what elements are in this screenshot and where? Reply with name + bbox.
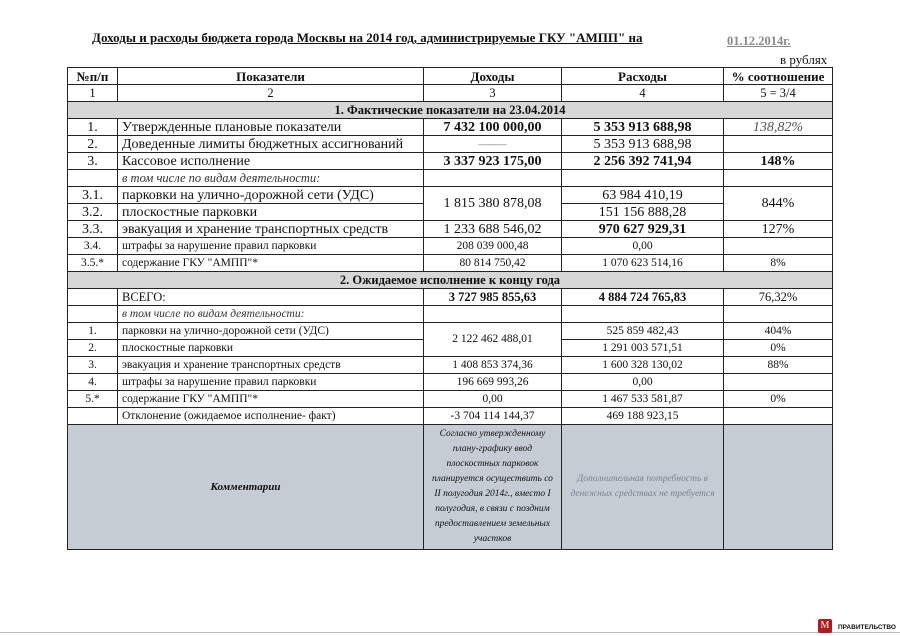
row-expenses bbox=[562, 306, 724, 323]
row-num bbox=[68, 408, 118, 425]
row-num: 4. bbox=[68, 374, 118, 391]
section-header bbox=[68, 272, 833, 289]
row-num: 3.2. bbox=[68, 204, 118, 221]
row-ratio: 127% bbox=[724, 221, 833, 238]
row-ratio bbox=[724, 238, 833, 255]
row-name: эвакуация и хранение транспортных средств bbox=[118, 221, 424, 238]
row-ratio: 0% bbox=[724, 391, 833, 408]
row-ratio: 0% bbox=[724, 340, 833, 357]
units-label: в рублях bbox=[780, 52, 828, 67]
row-name: содержание ГКУ "АМПП"* bbox=[118, 255, 424, 272]
row-income bbox=[424, 170, 562, 187]
row-ratio bbox=[724, 136, 833, 153]
row-name: штрафы за нарушение правил парковки bbox=[118, 374, 424, 391]
comments-label: Комментарии bbox=[68, 425, 424, 550]
row-expenses: 4 884 724 765,83 bbox=[562, 289, 724, 306]
table-row bbox=[68, 221, 833, 238]
row-num bbox=[68, 170, 118, 187]
row-name: Кассовое исполнение bbox=[118, 153, 424, 170]
row-income bbox=[424, 306, 562, 323]
row-num: 1. bbox=[68, 323, 118, 340]
row-name: Утвержденные плановые показатели bbox=[118, 119, 424, 136]
report-date: 01.12.2014г. bbox=[727, 34, 791, 48]
row-num: 3.1. bbox=[68, 187, 118, 204]
table-row bbox=[68, 136, 833, 153]
col-header-expenses: Расходы bbox=[562, 68, 724, 85]
row-expenses: 2 256 392 741,94 bbox=[562, 153, 724, 170]
col-header-indicator: Показатели bbox=[118, 68, 424, 85]
col-header-ratio: % соотношение bbox=[724, 68, 833, 85]
row-ratio: 76,32% bbox=[724, 289, 833, 306]
column-number-row bbox=[68, 85, 833, 102]
row-name: штрафы за нарушение правил парковки bbox=[118, 238, 424, 255]
row-name: в том числе по видам деятельности: bbox=[118, 306, 424, 323]
table-header-row bbox=[68, 68, 833, 85]
table-row bbox=[68, 306, 833, 323]
row-expenses: 1 070 623 514,16 bbox=[562, 255, 724, 272]
row-ratio: 148% bbox=[724, 153, 833, 170]
row-name: Доведенные лимиты бюджетных ассигнований bbox=[118, 136, 424, 153]
row-ratio bbox=[724, 170, 833, 187]
row-expenses: 5 353 913 688,98 bbox=[562, 119, 724, 136]
section2-title: 2. Ожидаемое исполнение к концу года bbox=[68, 272, 833, 289]
row-expenses: 0,00 bbox=[562, 238, 724, 255]
row-income: 3 727 985 855,63 bbox=[424, 289, 562, 306]
column-number: 3 bbox=[424, 85, 562, 102]
column-number: 2 bbox=[118, 85, 424, 102]
row-expenses: 1 291 003 571,51 bbox=[562, 340, 724, 357]
table-row bbox=[68, 357, 833, 374]
row-ratio: 138,82% bbox=[724, 119, 833, 136]
expenses-comment: Дополнительная потребность в денежных средствах не требуется bbox=[562, 425, 724, 550]
row-ratio bbox=[724, 408, 833, 425]
row-expenses: 469 188 923,15 bbox=[562, 408, 724, 425]
comments-row bbox=[68, 425, 833, 550]
row-num: 3. bbox=[68, 357, 118, 374]
row-ratio: 404% bbox=[724, 323, 833, 340]
row-name: содержание ГКУ "АМПП"* bbox=[118, 391, 424, 408]
col-header-num: №п/п bbox=[68, 68, 118, 85]
row-num: 2. bbox=[68, 340, 118, 357]
row-income: 0,00 bbox=[424, 391, 562, 408]
section1-title: 1. Фактические показатели на 23.04.2014 bbox=[68, 102, 833, 119]
row-income: -3 704 114 144,37 bbox=[424, 408, 562, 425]
table-row bbox=[68, 170, 833, 187]
government-label: ПРАВИТЕЛЬСТВО bbox=[838, 624, 896, 631]
row-expenses: 151 156 888,28 bbox=[562, 204, 724, 221]
table-row bbox=[68, 323, 833, 340]
ratio-comment-cell bbox=[724, 425, 833, 550]
row-name: плоскостные парковки bbox=[118, 204, 424, 221]
footer-divider bbox=[0, 632, 900, 633]
row-name: ВСЕГО: bbox=[118, 289, 424, 306]
row-ratio bbox=[724, 306, 833, 323]
row-num: 1. bbox=[68, 119, 118, 136]
row-name: в том числе по видам деятельности: bbox=[118, 170, 424, 187]
row-name: парковки на улично-дорожной сети (УДС) bbox=[118, 323, 424, 340]
row-income: 1 408 853 374,36 bbox=[424, 357, 562, 374]
moscow-government-logo: М bbox=[818, 619, 832, 633]
row-num: 3.4. bbox=[68, 238, 118, 255]
row-income: 1 233 688 546,02 bbox=[424, 221, 562, 238]
row-expenses bbox=[562, 170, 724, 187]
row-num: 3.3. bbox=[68, 221, 118, 238]
row-ratio: 844% bbox=[724, 187, 833, 221]
row-num: 5.* bbox=[68, 391, 118, 408]
row-ratio: 88% bbox=[724, 357, 833, 374]
income-comment: Согласно утвержденному плану-графику ввод плоскостных парковок планируется осуществить со II полугодия 2014г., вместо I полугодия, в связи с поздним предоставлением земельных участков bbox=[424, 425, 562, 550]
row-expenses: 1 467 533 581,87 bbox=[562, 391, 724, 408]
table-row bbox=[68, 119, 833, 136]
row-expenses: 970 627 929,31 bbox=[562, 221, 724, 238]
row-name: плоскостные парковки bbox=[118, 340, 424, 357]
table-row bbox=[68, 289, 833, 306]
column-number: 4 bbox=[562, 85, 724, 102]
column-number: 5 = 3/4 bbox=[724, 85, 833, 102]
row-ratio: 8% bbox=[724, 255, 833, 272]
row-num bbox=[68, 289, 118, 306]
budget-table bbox=[67, 67, 833, 550]
table-row bbox=[68, 408, 833, 425]
table-row bbox=[68, 374, 833, 391]
table-row bbox=[68, 391, 833, 408]
row-income: 196 669 993,26 bbox=[424, 374, 562, 391]
row-income: 1 815 380 878,08 bbox=[424, 187, 562, 221]
row-expenses: 63 984 410,19 bbox=[562, 187, 724, 204]
col-header-income: Доходы bbox=[424, 68, 562, 85]
row-num: 3. bbox=[68, 153, 118, 170]
row-name: Отклонение (ожидаемое исполнение- факт) bbox=[118, 408, 424, 425]
row-expenses: 0,00 bbox=[562, 374, 724, 391]
row-name: парковки на улично-дорожной сети (УДС) bbox=[118, 187, 424, 204]
row-num bbox=[68, 306, 118, 323]
row-expenses: 525 859 482,43 bbox=[562, 323, 724, 340]
row-expenses: 5 353 913 688,98 bbox=[562, 136, 724, 153]
row-income: 2 122 462 488,01 bbox=[424, 323, 562, 357]
row-ratio bbox=[724, 374, 833, 391]
section-header bbox=[68, 102, 833, 119]
row-income: —— bbox=[424, 136, 562, 153]
row-income: 80 814 750,42 bbox=[424, 255, 562, 272]
row-income: 7 432 100 000,00 bbox=[424, 119, 562, 136]
table-row bbox=[68, 153, 833, 170]
column-number: 1 bbox=[68, 85, 118, 102]
row-name: эвакуация и хранение транспортных средств bbox=[118, 357, 424, 374]
table-row bbox=[68, 255, 833, 272]
row-income: 208 039 000,48 bbox=[424, 238, 562, 255]
table-row bbox=[68, 187, 833, 204]
document-title: Доходы и расходы бюджета города Москвы на 2014 год, администрируемые ГКУ "АМПП" на bbox=[92, 30, 643, 45]
row-num: 3.5.* bbox=[68, 255, 118, 272]
table-row bbox=[68, 238, 833, 255]
row-income: 3 337 923 175,00 bbox=[424, 153, 562, 170]
row-num: 2. bbox=[68, 136, 118, 153]
row-expenses: 1 600 328 130,02 bbox=[562, 357, 724, 374]
